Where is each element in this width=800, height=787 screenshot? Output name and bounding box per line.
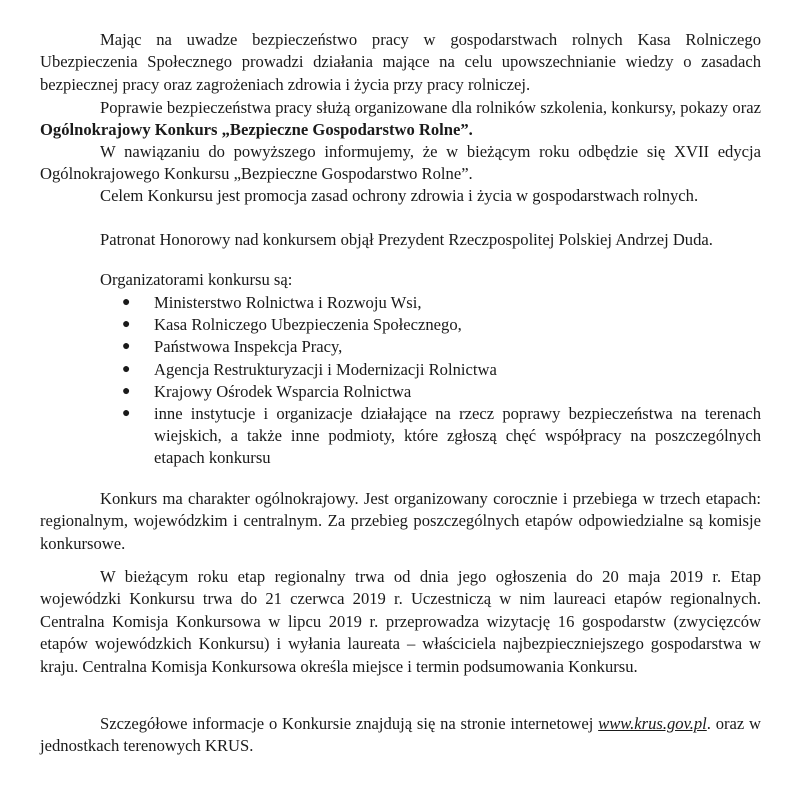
- intro-paragraph: [40, 29, 761, 96]
- contest-name-bold: Ogólnokrajowy Konkurs „Bezpieczne Gospodarstwo Rolne”.: [40, 120, 473, 140]
- edition-text: W nawiązaniu do powyższego informujemy, że w bieżącym roku odbędzie się XVII edycja Ogólnokrajowego Konkursu „Bezpieczne Gospodarstwo Rolne”.: [40, 142, 761, 184]
- bullet-icon: ●: [122, 383, 131, 399]
- structure-paragraph: [40, 488, 761, 555]
- list-item-text: Państwowa Inspekcja Pracy,: [154, 337, 343, 357]
- list-item-text: Ministerstwo Rolnictwa i Rozwoju Wsi,: [154, 293, 422, 312]
- website-link[interactable]: www.krus.gov.pl: [598, 714, 707, 733]
- list-item-text: Krajowy Ośrodek Wsparcia Rolnictwa: [154, 381, 412, 401]
- organizers-heading: [40, 269, 761, 291]
- safety-paragraph: [40, 97, 761, 142]
- structure-text: Konkurs ma charakter ogólnokrajowy. Jest organizowany corocznie i przebiega w trzech etapach: regionalnym, wojewódzkim i centralnym. Za przebieg poszczególnych etapów odpowiedzialne są komisje konkursowe.: [40, 489, 761, 553]
- list-item: [100, 381, 761, 403]
- goal-text: Celem Konkursu jest promocja zasad ochrony zdrowia i życia w gospodarstwach rolnych.: [100, 186, 699, 205]
- patronage-paragraph: [40, 229, 761, 251]
- organizers-heading-text: Organizatorami konkursu są:: [100, 270, 293, 289]
- bullet-icon: ●: [122, 406, 131, 422]
- info-text-end: . oraz w jednostkach terenowych KRUS.: [40, 714, 761, 756]
- list-item-text: inne instytucje i organizacje działające na rzecz poprawy bezpieczeństwa na terenach wiejskich, a także inne podmioty, które zgłoszą chęć współpracy na poszczególnych etapach konkursu: [154, 404, 761, 468]
- bullet-icon: ●: [122, 361, 131, 377]
- list-item-text: Kasa Rolniczego Ubezpieczenia Społecznego,: [154, 315, 462, 335]
- schedule-text: W bieżącym roku etap regionalny trwa od dnia jego ogłoszenia do 20 maja 2019 r. Etap wojewódzki Konkursu trwa do 21 czerwca 2019 r. Uczestniczą w nim laureaci etapów regionalnych. Centralna Komisja Konkursowa w lipcu 2019 r. przeprowadza wizytację 16 gospodarstw (zwycięzców etapów wojewódzkich Konkursu) i wyłania laureata – właściciela najbezpieczniejszego gospodarstwa w kraju. Centralna Komisja Konkursowa określa miejsce i termin podsumowania Konkursu.: [40, 567, 761, 676]
- list-item: [100, 314, 761, 336]
- edition-paragraph: [40, 141, 761, 186]
- bullet-icon: ●: [122, 295, 131, 310]
- info-paragraph: [40, 713, 761, 758]
- intro-text: Mając na uwadze bezpieczeństwo pracy w gospodarstwach rolnych Kasa Rolniczego Ubezpieczenia Społecznego prowadzi działania mające na celu upowszechnianie wiedzy o zasadach bezpiecznej pracy oraz zagrożeniach zdrowia i życia przy pracy rolniczej.: [40, 30, 761, 94]
- list-item: [100, 336, 761, 358]
- info-text: Szczegółowe informacje o Konkursie znajdują się na stronie internetowej: [100, 714, 599, 733]
- list-item: [100, 359, 761, 381]
- organizers-list: [100, 292, 761, 470]
- schedule-paragraph: [40, 566, 761, 678]
- safety-text: Poprawie bezpieczeństwa pracy służą organizowane dla rolników szkolenia, konkursy, pokazy oraz: [100, 98, 761, 117]
- patronage-text: Patronat Honorowy nad konkursem objął Prezydent Rzeczpospolitej Polskiej Andrzej Duda.: [100, 230, 713, 249]
- bullet-icon: ●: [122, 339, 131, 355]
- goal-paragraph: [40, 185, 761, 207]
- list-item: [100, 292, 761, 314]
- list-item-text: Agencja Restrukturyzacji i Modernizacji Rolnictwa: [154, 359, 497, 379]
- list-item: [100, 403, 761, 470]
- bullet-icon: ●: [122, 317, 131, 333]
